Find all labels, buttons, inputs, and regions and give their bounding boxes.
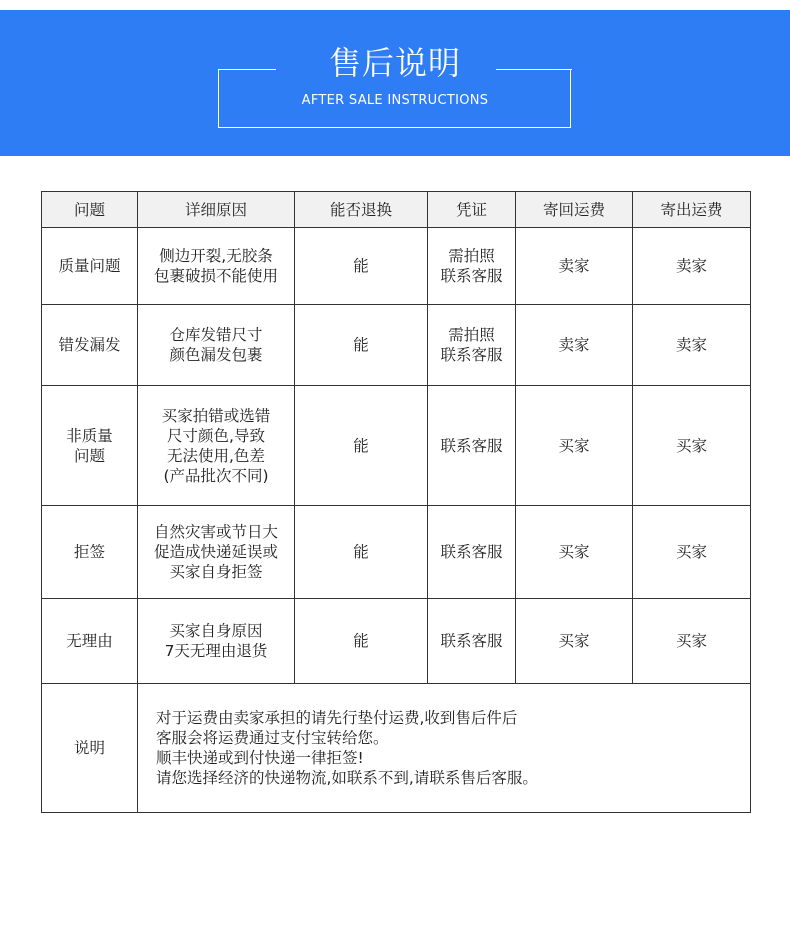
table-cell: 需拍照 联系客服: [428, 228, 516, 305]
table-cell: 错发漏发: [42, 305, 138, 386]
table-cell: 买家: [633, 386, 751, 506]
table-cell: 能: [295, 305, 428, 386]
note-text: 对于运费由卖家承担的请先行垫付运费,收到售后件后 客服会将运费通过支付宝转给您。 顺丰快递或到付快递一律拒签! 请您选择经济的快递物流,如联系不到,请联系售后客服。: [138, 684, 751, 813]
after-sale-table: [41, 191, 751, 813]
table-cell: 买家: [633, 599, 751, 684]
table-header-row: [42, 192, 751, 228]
table-cell: 能: [295, 506, 428, 599]
table-cell: 能: [295, 599, 428, 684]
table-cell: 卖家: [516, 305, 633, 386]
table-cell: 无理由: [42, 599, 138, 684]
page-subtitle: AFTER SALE INSTRUCTIONS: [301, 93, 489, 108]
table-cell: 买家拍错或选错 尺寸颜色,导致 无法使用,色差 (产品批次不同): [138, 386, 295, 506]
table-cell: 仓库发错尺寸 颜色漏发包裹: [138, 305, 295, 386]
table-row: [42, 386, 751, 506]
table-cell: 买家自身原因 7天无理由退货: [138, 599, 295, 684]
note-row: [42, 684, 751, 813]
table-cell: 卖家: [633, 305, 751, 386]
table-cell: 买家: [516, 506, 633, 599]
table-cell: 需拍照 联系客服: [428, 305, 516, 386]
header-cell: 详细原因: [138, 192, 295, 228]
table-row: [42, 228, 751, 305]
table-row: [42, 305, 751, 386]
header-cell: 问题: [42, 192, 138, 228]
table-cell: 联系客服: [428, 506, 516, 599]
table-cell: 买家: [516, 599, 633, 684]
table-cell: 拒签: [42, 506, 138, 599]
header-cell: 寄回运费: [516, 192, 633, 228]
header-cell: 凭证: [428, 192, 516, 228]
table-cell: 买家: [633, 506, 751, 599]
table-cell: 联系客服: [428, 386, 516, 506]
note-label: 说明: [42, 684, 138, 813]
table-cell: 买家: [516, 386, 633, 506]
table-row: [42, 599, 751, 684]
header-cell: 能否退换: [295, 192, 428, 228]
table-cell: 质量问题: [42, 228, 138, 305]
header-cell: 寄出运费: [633, 192, 751, 228]
table-cell: 自然灾害或节日大 促造成快递延误或 买家自身拒签: [138, 506, 295, 599]
table-cell: 能: [295, 386, 428, 506]
table-cell: 能: [295, 228, 428, 305]
table-cell: 非质量 问题: [42, 386, 138, 506]
table-cell: 卖家: [633, 228, 751, 305]
page-title: 售后说明: [328, 44, 461, 82]
table-cell: 卖家: [516, 228, 633, 305]
table-row: [42, 506, 751, 599]
table-cell: 侧边开裂,无胶条 包裹破损不能使用: [138, 228, 295, 305]
table-cell: 联系客服: [428, 599, 516, 684]
